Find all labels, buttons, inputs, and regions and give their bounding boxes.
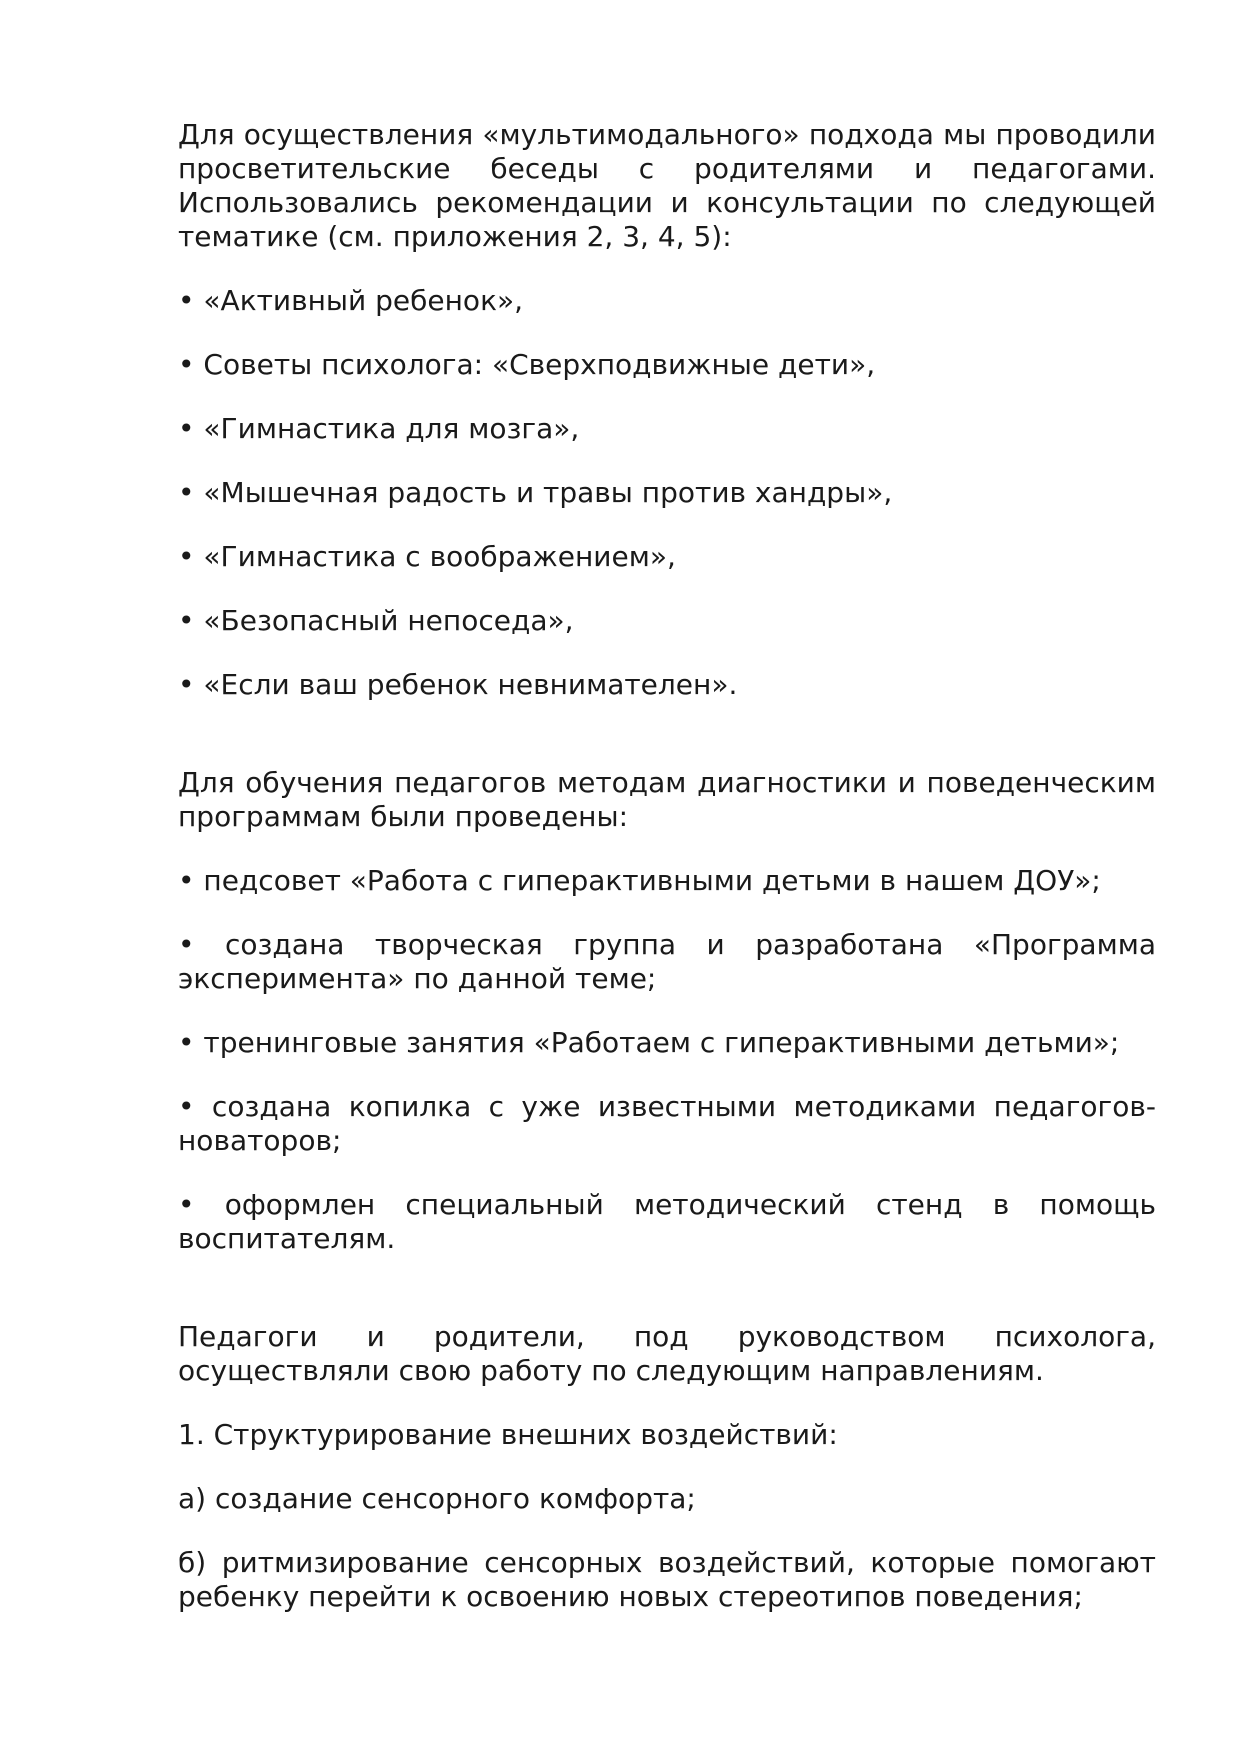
list-item: • «Мышечная радость и травы против хандры», (178, 476, 893, 509)
list-item: • Советы психолога: «Сверхподвижные дети», (178, 348, 876, 381)
list-item: • тренинговые занятия «Работаем с гиперактивными детьми»; (178, 1026, 1120, 1059)
topics-list (178, 284, 1156, 702)
directions-paragraph: Педагоги и родители, под руководством психолога, осуществляли свою работу по следующим направлениям. (178, 1320, 1156, 1387)
directions-list (178, 1418, 1156, 1614)
training-paragraph: Для обучения педагогов методам диагностики и поведенческим программам были проведены: (178, 766, 1156, 833)
list-item: • создана копилка с уже известными методиками педагогов-новаторов; (178, 1090, 1156, 1157)
list-item: б) ритмизирование сенсорных воздействий, которые помогают ребенку перейти к освоению новых стереотипов поведения; (178, 1546, 1156, 1613)
list-item: • создана творческая группа и разработана «Программа эксперимента» по данной теме; (178, 928, 1156, 995)
intro-paragraph: Для осуществления «мультимодального» подхода мы проводили просветительские беседы с родителями и педагогами. Использовались рекомендации и консультации по следующей тематике (см. приложения 2, 3, 4, 5): (178, 118, 1156, 253)
list-item: • «Активный ребенок», (178, 284, 524, 317)
list-item: • «Гимнастика для мозга», (178, 412, 580, 445)
list-item: • «Безопасный непоседа», (178, 604, 574, 637)
list-item: 1. Структурирование внешних воздействий: (178, 1418, 838, 1451)
list-item: • «Если ваш ребенок невнимателен». (178, 668, 738, 701)
list-item: а) создание сенсорного комфорта; (178, 1482, 696, 1515)
list-item: • оформлен специальный методический стенд в помощь воспитателям. (178, 1188, 1156, 1255)
list-item: • педсовет «Работа с гиперактивными детьми в нашем ДОУ»; (178, 864, 1101, 897)
document-page (178, 118, 1156, 1614)
training-list (178, 864, 1156, 1256)
list-item: • «Гимнастика с воображением», (178, 540, 676, 573)
